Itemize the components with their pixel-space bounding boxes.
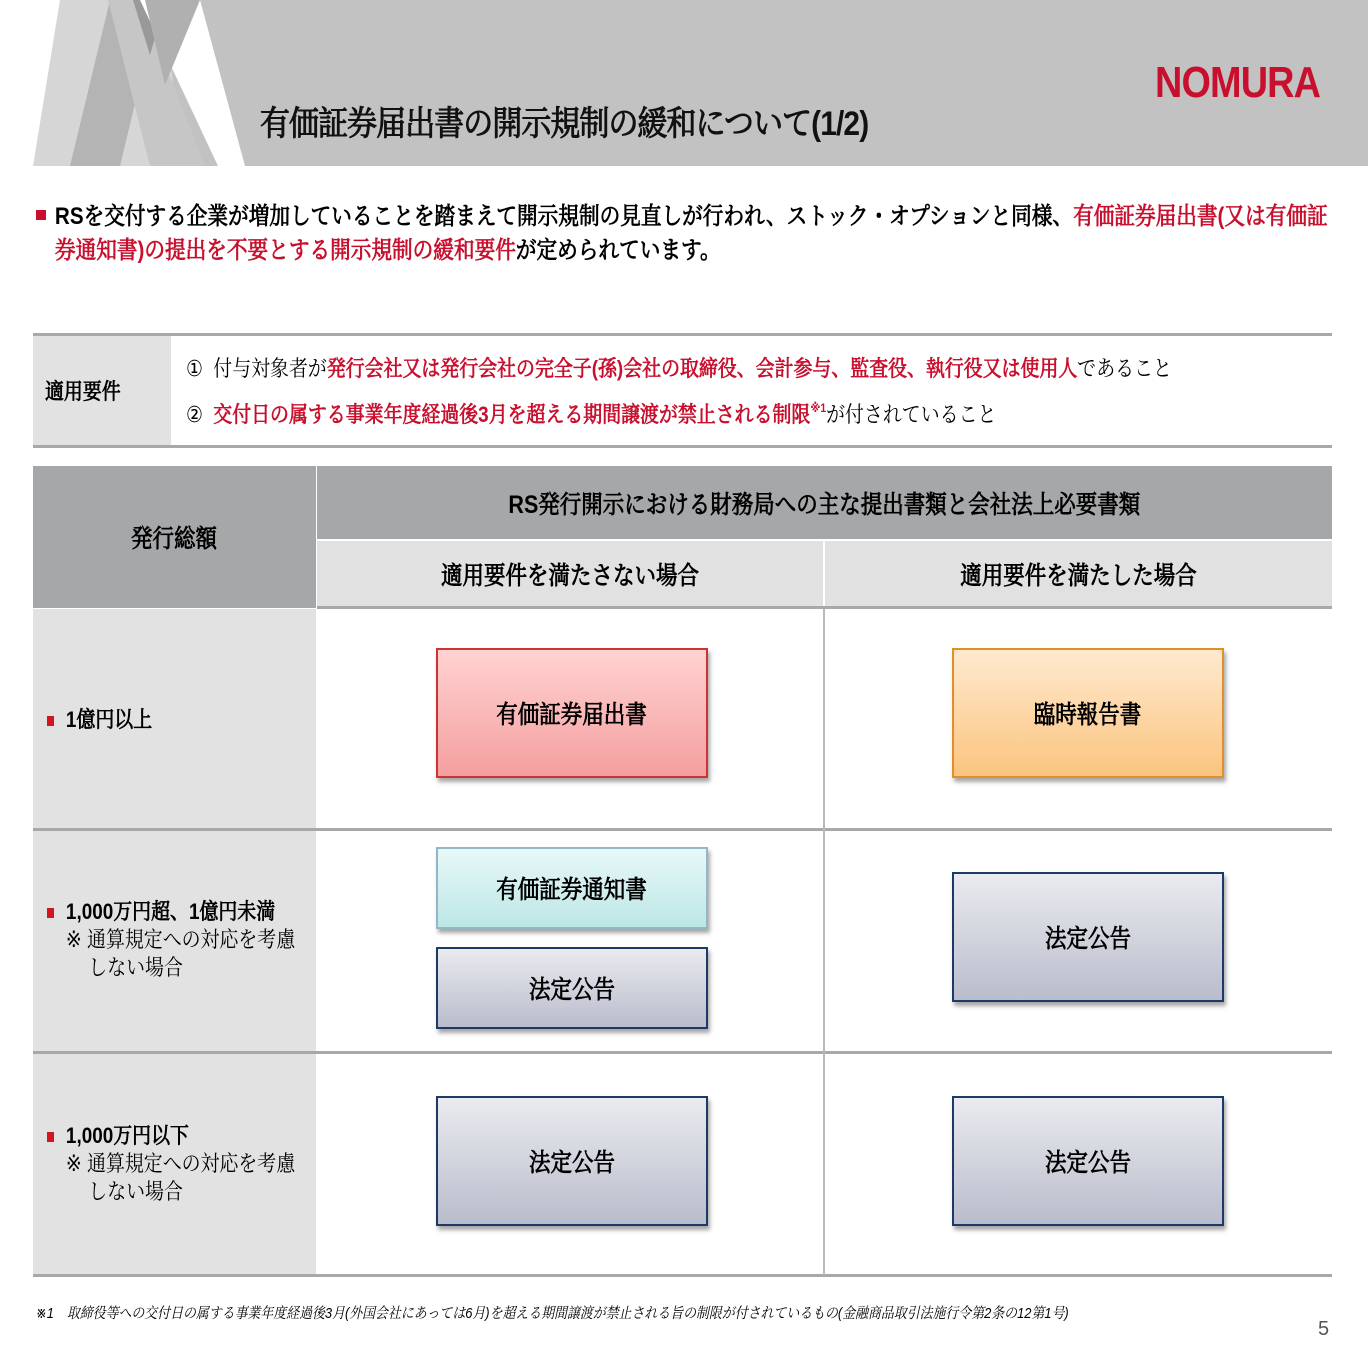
header-not-met: 適用要件を満たさない場合 [317,541,823,606]
row-label-under-10m: 1,000万円以下 ※ 通算規定への対応を考慮 しない場合 [33,1054,316,1275]
header-documents: RS発行開示における財務局への主な提出書類と会社法上必要書類 [317,466,1332,539]
lead-text-3: が定められています。 [515,237,721,264]
condition-1: ① 付与対象者が発行会社又は発行会社の完全子(孫)会社の取締役、会計参与、監査役、執行役又は使用人であること [185,356,1172,381]
requirements-label: 適用要件 [33,336,171,445]
lead-text-highlight: 有価証券届出書(又は有価証券通知書)の提出を不要とする開示規制の緩和要件 [54,203,1328,264]
column-divider [823,609,825,1275]
lead-paragraph [36,200,1346,268]
lead-text-1: RSを交付する企業が増加していることを踏まえて開示規制の見直しが行われ、ストック・オプションと同様、 [54,203,1074,230]
header-banner [0,0,1368,166]
doc-extraordinary-report: 臨時報告書 [952,648,1224,778]
row-label-over-100m: 1億円以上 [33,609,316,829]
disclosure-table [33,466,1332,1278]
doc-public-notice: 法定公告 [952,1096,1224,1226]
requirements-table [33,333,1332,448]
doc-securities-registration-statement: 有価証券届出書 [436,648,708,778]
nomura-logo: NOMURA [1155,58,1321,107]
footnote: ※1 取締役等への交付日の属する事業年度経過後3月(外国会社にあっては6月)を超える期間譲渡が禁止される旨の制限が付されているもの(金融商品取引法施行令第2条の12第1号) [36,1305,1069,1322]
requirements-body [171,336,1332,445]
divider [33,1274,1332,1277]
row-label-10m-to-100m: 1,000万円超、1億円未満 ※ 通算規定への対応を考慮 しない場合 [33,831,316,1052]
doc-public-notice: 法定公告 [952,872,1224,1002]
page-number: 5 [1318,1318,1330,1340]
doc-public-notice: 法定公告 [436,1096,708,1226]
header-issue-amount: 発行総額 [33,466,316,608]
condition-2: ② 交付日の属する事業年度経過後3月を超える期間譲渡が禁止される制限$^{※1}$が付されていること [185,401,996,427]
doc-public-notice: 法定公告 [436,947,708,1029]
page-title: 有価証券届出書の開示規制の緩和について(1/2) [260,105,869,143]
header-met: 適用要件を満たした場合 [825,541,1332,606]
doc-securities-notice: 有価証券通知書 [436,847,708,929]
